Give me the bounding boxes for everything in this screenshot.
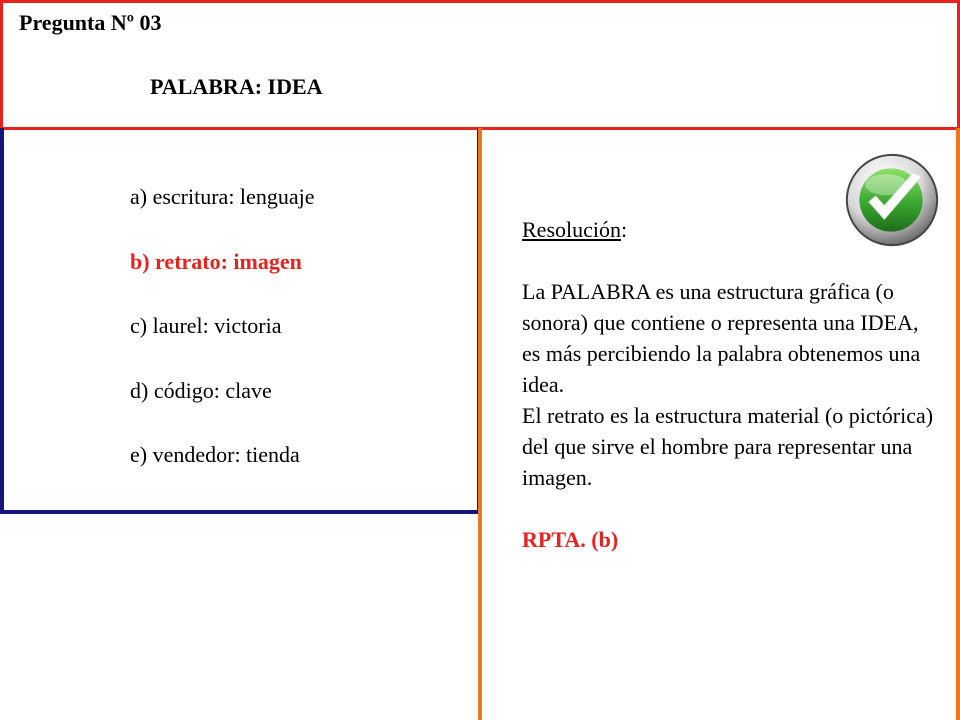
resolution-paragraph-1: La PALABRA es una estructura gráfica (o sonora) que contiene o representa una IDEA, es más percibiendo la palabra obtenemos una idea. [522, 279, 921, 397]
option-a: a) escritura: lenguaje [130, 184, 315, 209]
resolution-answer: RPTA. (b) [522, 527, 619, 552]
resolution-paragraph-2: El retrato es la estructura material (o pictórica) del que sirve el hombre para representar una imagen. [522, 403, 934, 490]
question-title: Pregunta Nº 03 [19, 10, 162, 35]
option-b: b) retrato: imagen [130, 248, 302, 274]
option-d: d) código: clave [130, 377, 272, 403]
question-word-pair: PALABRA: IDEA [150, 74, 323, 99]
resolution-heading: Resolución [522, 217, 621, 242]
resolution-text [522, 214, 942, 555]
check-icon [844, 152, 940, 248]
option-e: e) vendedor: tienda [130, 442, 300, 467]
resolution-heading-colon: : [621, 217, 628, 242]
option-c: c) laurel: victoria [130, 313, 282, 338]
options-list [130, 180, 314, 503]
